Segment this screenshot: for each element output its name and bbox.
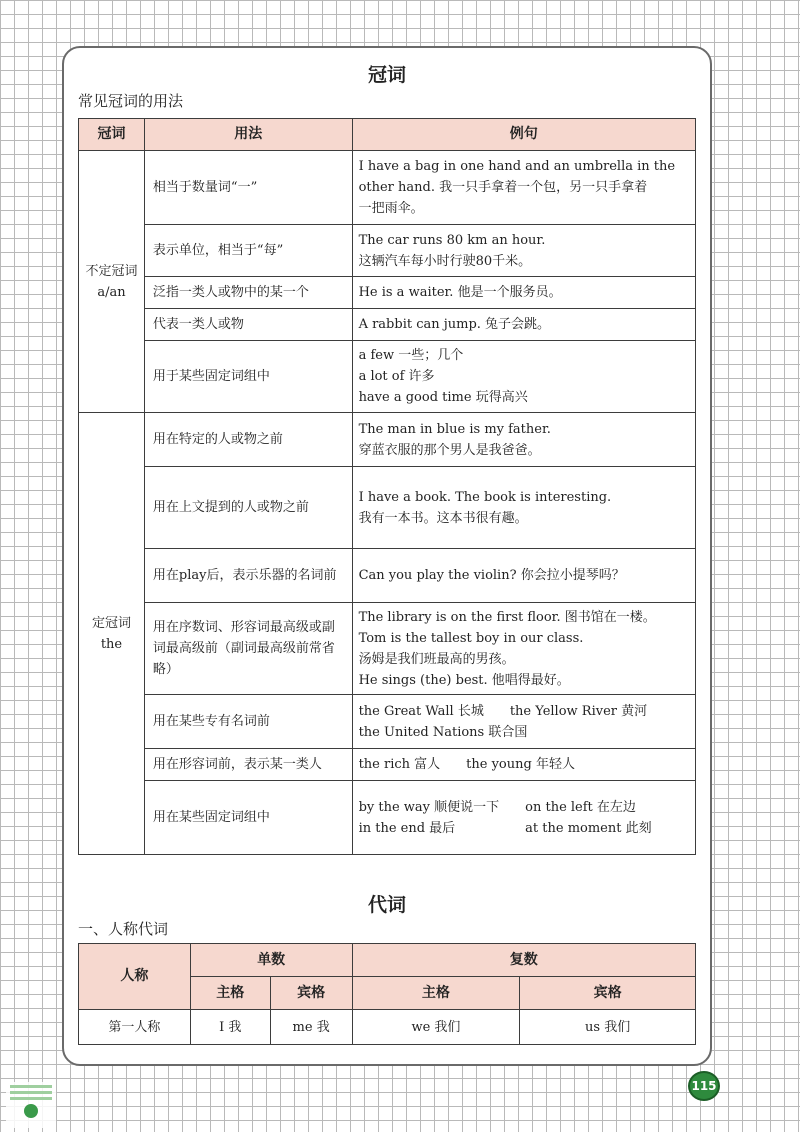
- example-cell: Can you play the violin? 你会拉小提琴吗？: [352, 549, 695, 603]
- usage-cell: 用在特定的人或物之前: [144, 413, 352, 467]
- header-singular-subject: 主格: [190, 977, 270, 1010]
- usage-cell: 用在序数词、形容词最高级或副词最高级前（副词最高级前常省略）: [144, 603, 352, 695]
- header-plural: 复数: [352, 944, 695, 977]
- usage-cell: 相当于数量词“一”: [144, 151, 352, 225]
- table-row: [79, 549, 696, 603]
- header-plural-subject: 主格: [352, 977, 520, 1010]
- articles-header-row: [79, 119, 696, 151]
- articles-title: 冠词: [367, 64, 406, 86]
- table-row: [79, 413, 696, 467]
- header-article: 冠词: [79, 119, 145, 151]
- usage-cell: 用在上文提到的人或物之前: [144, 467, 352, 549]
- table-row: [79, 781, 696, 855]
- pronouns-header-row: [79, 944, 696, 977]
- person-cell: 第一人称: [79, 1010, 191, 1045]
- header-singular: 单数: [190, 944, 352, 977]
- example-cell: He is a waiter. 他是一个服务员。: [352, 277, 695, 309]
- example-cell: The man in blue is my father. 穿蓝衣服的那个男人是我爸爸。: [352, 413, 695, 467]
- sing-object-cell: me 我: [270, 1010, 352, 1045]
- usage-cell: 用于某些固定词组中: [144, 341, 352, 413]
- table-row: [79, 151, 696, 225]
- example-cell: I have a bag in one hand and an umbrella in the other hand. 我一只手拿着一个包，另一只手拿着 一把雨伞。: [352, 151, 695, 225]
- example-cell: A rabbit can jump. 兔子会跳。: [352, 309, 695, 341]
- table-row: [79, 225, 696, 277]
- example-cell: by the way 顺便说一下 on the left 在左边 in the end 最后 at the moment 此刻: [352, 781, 695, 855]
- header-plural-object: 宾格: [520, 977, 696, 1010]
- header-person: 人称: [79, 944, 191, 1010]
- usage-cell: 代表一类人或物: [144, 309, 352, 341]
- table-row: [79, 1010, 696, 1045]
- pronouns-title: 代词: [367, 894, 406, 916]
- header-usage: 用法: [144, 119, 352, 151]
- usage-cell: 表示单位，相当于“每”: [144, 225, 352, 277]
- plur-subject-cell: we 我们: [352, 1010, 520, 1045]
- example-cell: The library is on the first floor. 图书馆在一楼。 Tom is the tallest boy in our class. 汤姆是我们班最高的男孩。 He sings (the) best. 他唱得最好。: [352, 603, 695, 695]
- header-singular-object: 宾格: [270, 977, 352, 1010]
- usage-cell: 用在play后，表示乐器的名词前: [144, 549, 352, 603]
- usage-cell: 泛指一类人或物中的某一个: [144, 277, 352, 309]
- page-number-badge: 115: [688, 1071, 720, 1101]
- header-example: 例句: [352, 119, 695, 151]
- table-row: [79, 467, 696, 549]
- indefinite-article-label: 不定冠词 a/an: [79, 151, 145, 413]
- usage-cell: 用在某些固定词组中: [144, 781, 352, 855]
- page-card: [62, 46, 712, 1066]
- example-cell: the rich 富人 the young 年轻人: [352, 749, 695, 781]
- example-cell: the Great Wall 长城 the Yellow River 黄河 the United Nations 联合国: [352, 695, 695, 749]
- sing-subject-cell: I 我: [190, 1010, 270, 1045]
- articles-table: [78, 118, 696, 855]
- example-cell: The car runs 80 km an hour. 这辆汽车每小时行驶80千米。: [352, 225, 695, 277]
- pronouns-table: [78, 943, 696, 1045]
- articles-subtitle: 常见冠词的用法: [78, 92, 184, 110]
- plur-object-cell: us 我们: [520, 1010, 696, 1045]
- example-cell: I have a book. The book is interesting. 我有一本书。这本书很有趣。: [352, 467, 695, 549]
- usage-cell: 用在形容词前，表示某一类人: [144, 749, 352, 781]
- table-row: [79, 749, 696, 781]
- definite-article-label: 定冠词 the: [79, 413, 145, 855]
- table-row: [79, 309, 696, 341]
- corner-logo: [6, 1082, 56, 1128]
- example-cell: a few 一些；几个 a lot of 许多 have a good time 玩得高兴: [352, 341, 695, 413]
- table-row: [79, 695, 696, 749]
- usage-cell: 用在某些专有名词前: [144, 695, 352, 749]
- logo-icon: [24, 1104, 38, 1118]
- pronouns-subtitle: 一、人称代词: [78, 920, 169, 938]
- table-row: [79, 277, 696, 309]
- table-row: [79, 603, 696, 695]
- table-row: [79, 341, 696, 413]
